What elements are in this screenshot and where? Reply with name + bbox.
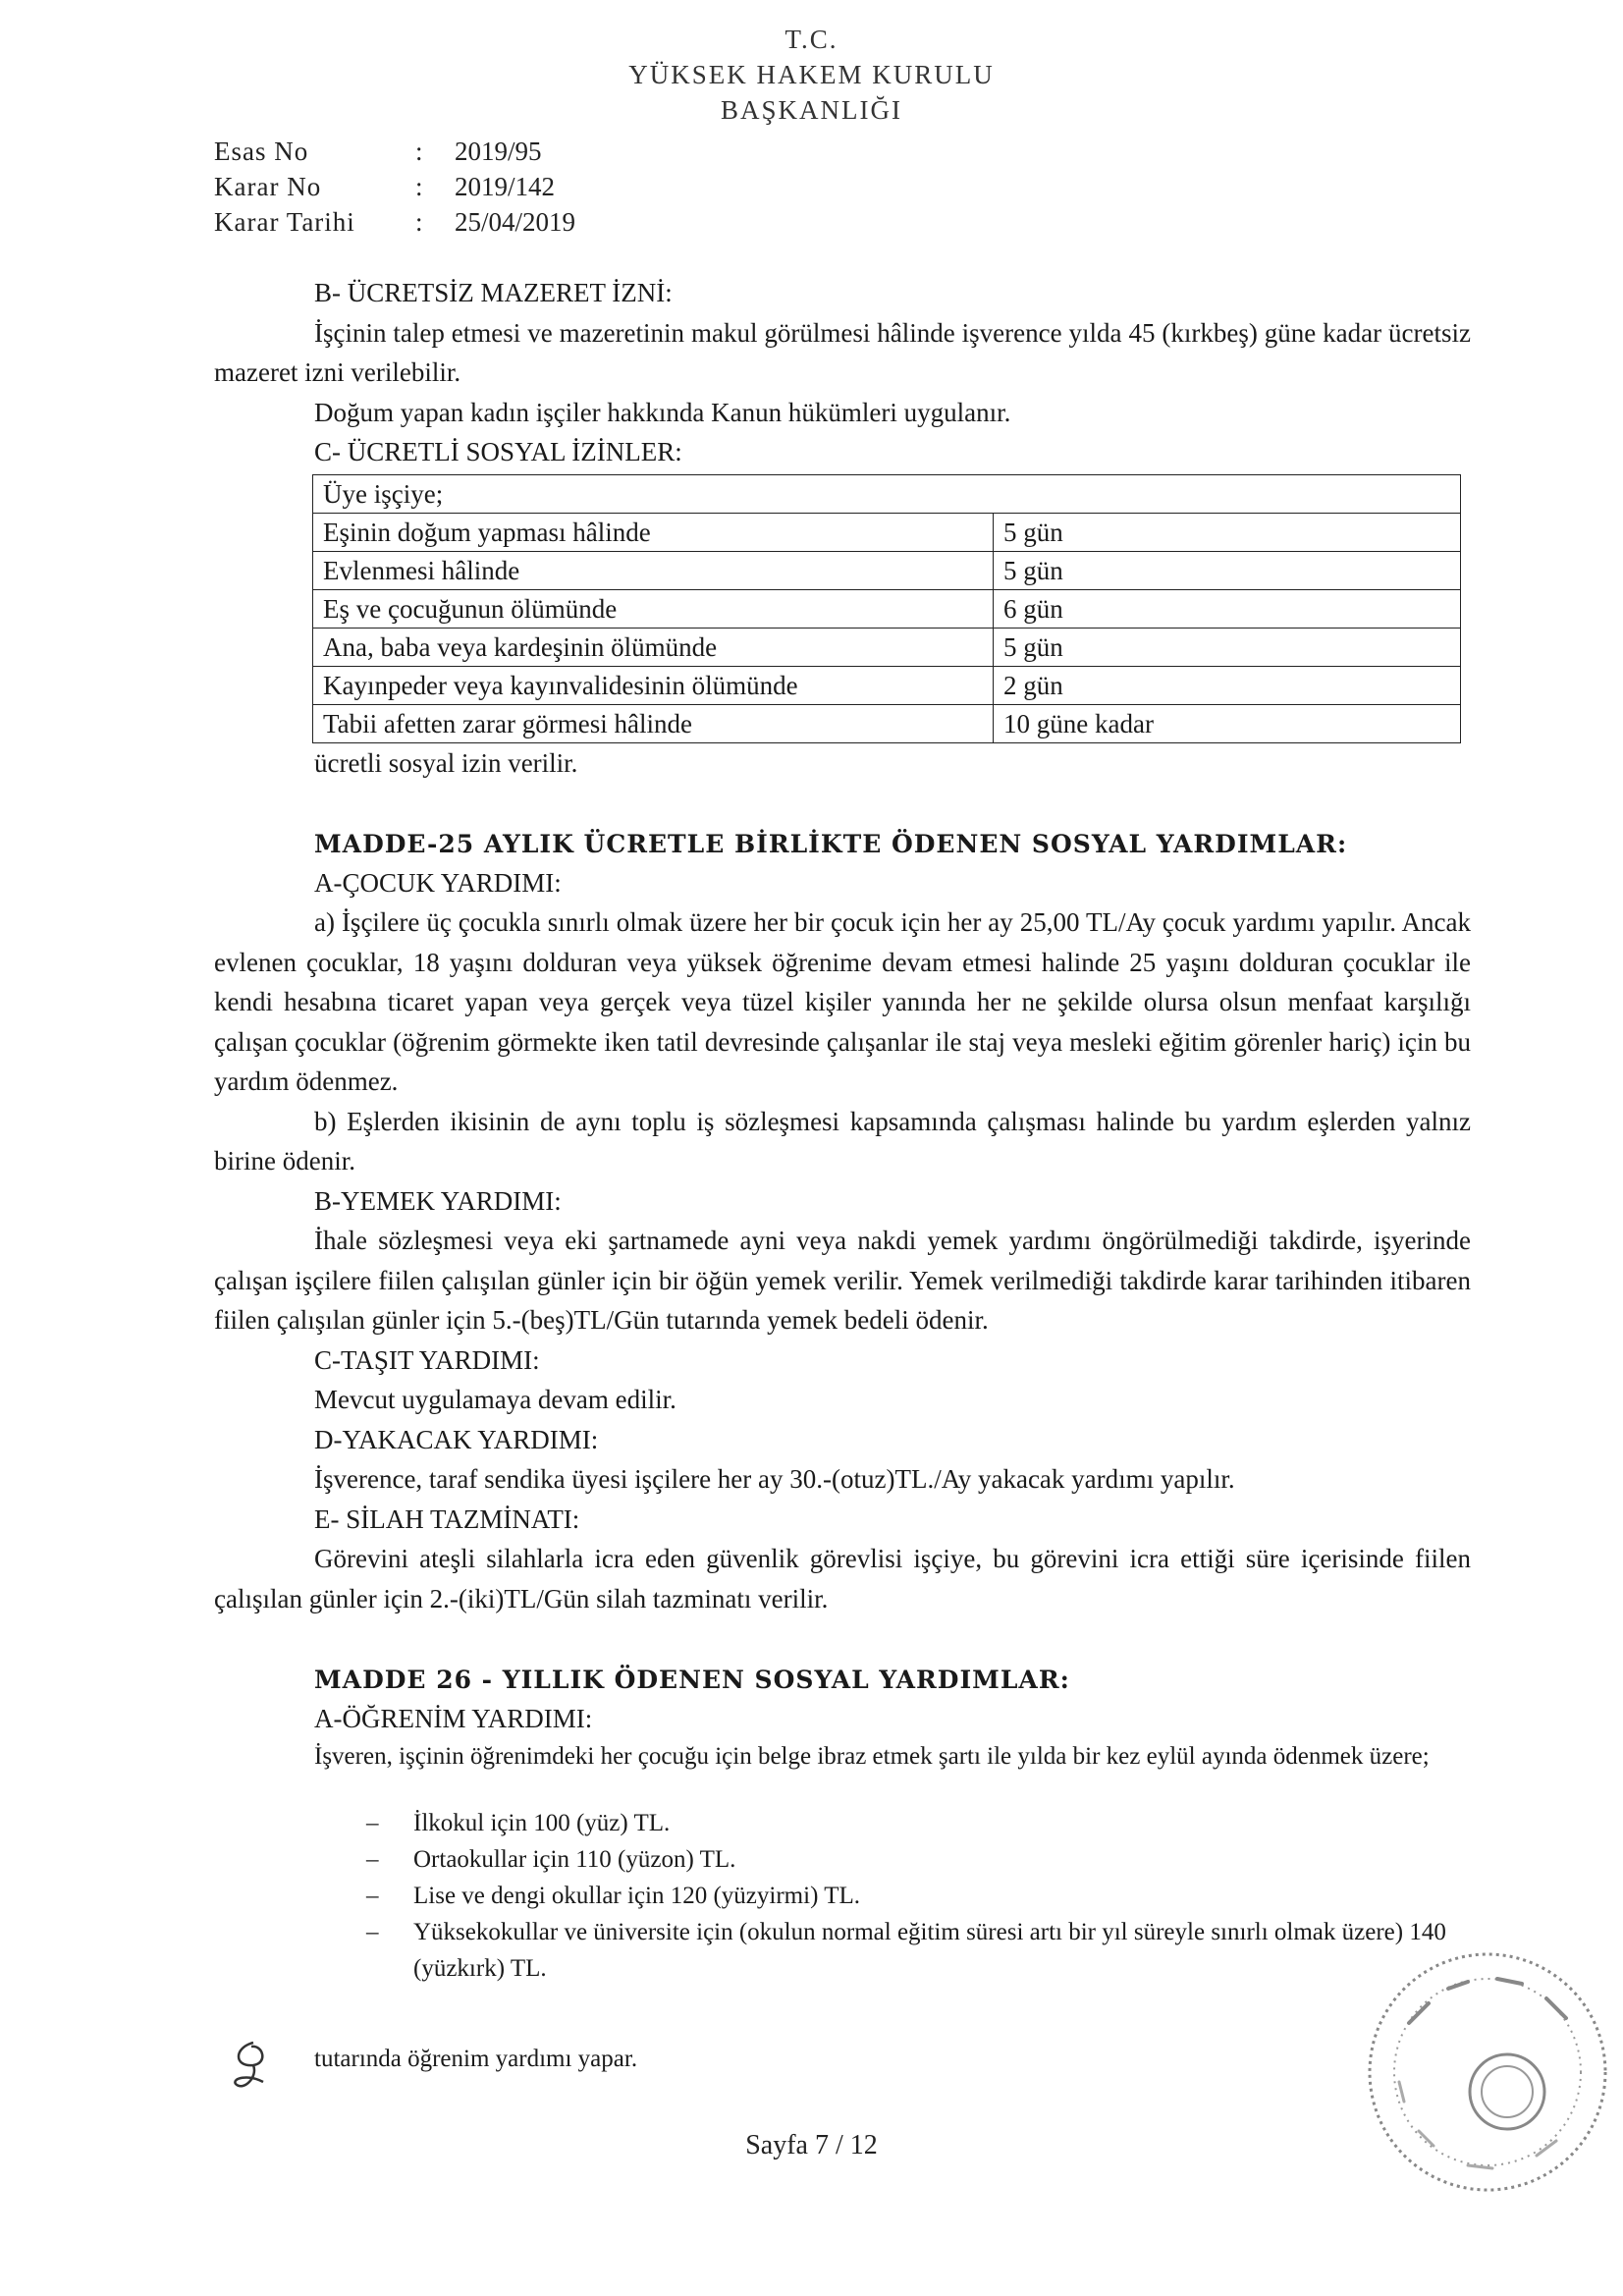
table-row xyxy=(313,628,1461,666)
leave-reason: Kayınpeder veya kayınvalidesinin ölümünde xyxy=(313,666,994,704)
leave-days: 10 güne kadar xyxy=(994,704,1461,742)
madde-26-title: MADDE 26 - YILLIK ÖDENEN SOSYAL YARDIMLAR: xyxy=(314,1666,1070,1694)
paid-leave-table xyxy=(312,474,1461,743)
weapon-comp-title: E- SİLAH TAZMİNATI: xyxy=(314,1503,580,1534)
meta-value: 2019/95 xyxy=(455,137,542,166)
section-b-paragraph-2: Doğum yapan kadın işçiler hakkında Kanun hükümleri uygulanır. xyxy=(314,397,1011,427)
education-aid-list xyxy=(366,1805,1471,1987)
transport-aid-title: C-TAŞIT YARDIMI: xyxy=(314,1344,540,1375)
leave-reason: Tabii afetten zarar görmesi hâlinde xyxy=(313,704,994,742)
case-meta xyxy=(214,134,575,240)
meta-value: 2019/142 xyxy=(455,172,556,201)
education-aid-tail: tutarında öğrenim yardımı yapar. xyxy=(314,2046,638,2072)
document-header xyxy=(0,22,1623,128)
table-header-cell: Üye işçiye; xyxy=(313,474,1461,513)
leave-days: 5 gün xyxy=(994,513,1461,551)
leave-reason: Eşinin doğum yapması hâlinde xyxy=(313,513,994,551)
signature-initial-icon xyxy=(224,2033,302,2102)
section-b-paragraph-1: İşçinin talep etmesi ve mazeretinin makul görülmesi hâlinde işverence yılda 45 (kırkbeş) güne kadar ücretsiz mazeret izni verilebilir. xyxy=(214,317,1471,387)
leave-reason: Eş ve çocuğunun ölümünde xyxy=(313,589,994,628)
header-tc: T.C. xyxy=(784,25,839,54)
meta-label: Esas No xyxy=(214,137,309,166)
fuel-aid-title: D-YAKACAK YARDIMI: xyxy=(314,1424,599,1454)
meta-label: Karar Tarihi xyxy=(214,207,355,237)
meta-sep: : xyxy=(415,172,423,201)
document-body xyxy=(214,273,1471,1987)
leave-days: 5 gün xyxy=(994,628,1461,666)
page-number: Sayfa 7 / 12 xyxy=(745,2130,878,2160)
header-institution: YÜKSEK HAKEM KURULU xyxy=(628,60,995,89)
leave-days: 2 gün xyxy=(994,666,1461,704)
section-b-title: B- ÜCRETSİZ MAZERET İZNİ: xyxy=(314,278,673,307)
education-aid-title: A-ÖĞRENİM YARDIMI: xyxy=(314,1703,593,1733)
leave-days: 6 gün xyxy=(994,589,1461,628)
leave-days: 5 gün xyxy=(994,551,1461,589)
child-aid-title: A-ÇOCUK YARDIMI: xyxy=(314,867,562,898)
list-item: – İlkokul için 100 (yüz) TL. xyxy=(366,1805,1471,1841)
section-c-title: C- ÜCRETLİ SOSYAL İZİNLER: xyxy=(314,437,682,466)
table-row xyxy=(313,513,1461,551)
meta-sep: : xyxy=(415,137,423,166)
transport-aid-paragraph: Mevcut uygulamaya devam edilir. xyxy=(314,1385,676,1414)
table-row xyxy=(313,589,1461,628)
table-row xyxy=(313,551,1461,589)
meta-value: 25/04/2019 xyxy=(455,207,576,237)
section-c-after: ücretli sosyal izin verilir. xyxy=(314,747,578,778)
meal-aid-title: B-YEMEK YARDIMI: xyxy=(314,1185,562,1216)
table-row xyxy=(313,704,1461,742)
child-aid-paragraph-b: b) Eşlerden ikisinin de aynı toplu iş sözleşmesi kapsamında çalışması halinde bu yardım eşlerden yalnız birine ödenir. xyxy=(214,1106,1471,1175)
table-row xyxy=(313,666,1461,704)
meta-sep: : xyxy=(415,207,423,237)
leave-reason: Ana, baba veya kardeşinin ölümünde xyxy=(313,628,994,666)
child-aid-paragraph-a: a) İşçilere üç çocukla sınırlı olmak üzere her bir çocuk için her ay 25,00 TL/Ay çocuk yardımı yapılır. Ancak evlenen çocuklar, 18 yaşını dolduran veya yüksek öğrenime devam etmesi halinde 25 yaşını dolduran çocuklar ile kendi hesabına ticaret yapan veya gerçek veya tüzel kişiler yanında her ne şekilde olursa olsun menfaat karşılığı çalışan çocuklar (öğrenim görmekte iken tatil devresinde çalışanlar ile staj veya mesleki eğitim görenler hariç) için bu yardım ödenmez. xyxy=(214,907,1471,1096)
list-item: – Ortaokullar için 110 (yüzon) TL. xyxy=(366,1841,1471,1878)
meta-row-karar xyxy=(214,169,575,204)
table-header-row xyxy=(313,474,1461,513)
madde-25-title: MADDE-25 AYLIK ÜCRETLE BİRLİKTE ÖDENEN SOSYAL YARDIMLAR: xyxy=(314,830,1348,858)
list-item: – Yüksekokullar ve üniversite için (okulun normal eğitim süresi artı bir yıl süreyle sınırlı olmak üzere) 140 (yüzkırk) TL. xyxy=(366,1914,1471,1987)
leave-reason: Evlenmesi hâlinde xyxy=(313,551,994,589)
list-item: – Lise ve dengi okullar için 120 (yüzyirmi) TL. xyxy=(366,1878,1471,1914)
meta-row-esas xyxy=(214,134,575,169)
weapon-comp-paragraph: Görevini ateşli silahlarla icra eden güvenlik görevlisi işçiye, bu görevini icra ettiği süre içerisinde fiilen çalışılan günler için 2.-(iki)TL/Gün silah tazminatı verilir. xyxy=(214,1544,1471,1613)
meta-label: Karar No xyxy=(214,172,322,201)
meta-row-tarih xyxy=(214,204,575,240)
fuel-aid-paragraph: İşverence, taraf sendika üyesi işçilere her ay 30.-(otuz)TL./Ay yakacak yardımı yapılır. xyxy=(314,1464,1235,1494)
meal-aid-paragraph: İhale sözleşmesi veya eki şartnamede ayni veya nakdi yemek yardımı öngörülmediği takdirde, işyerinde çalışan işçilere fiilen çalışılan günler için bir öğün yemek verilir. Yemek verilmediği takdirde karar tarihinden itibaren fiilen çalışılan günler için 5.-(beş)TL/Gün tutarında yemek bedeli ödenir. xyxy=(214,1226,1471,1335)
header-department: BAŞKANLIĞI xyxy=(721,95,902,125)
education-aid-paragraph: İşveren, işçinin öğrenimdeki her çocuğu için belge ibraz etmek şartı ile yılda bir kez eylül ayında ödenmek üzere; xyxy=(314,1743,1430,1770)
